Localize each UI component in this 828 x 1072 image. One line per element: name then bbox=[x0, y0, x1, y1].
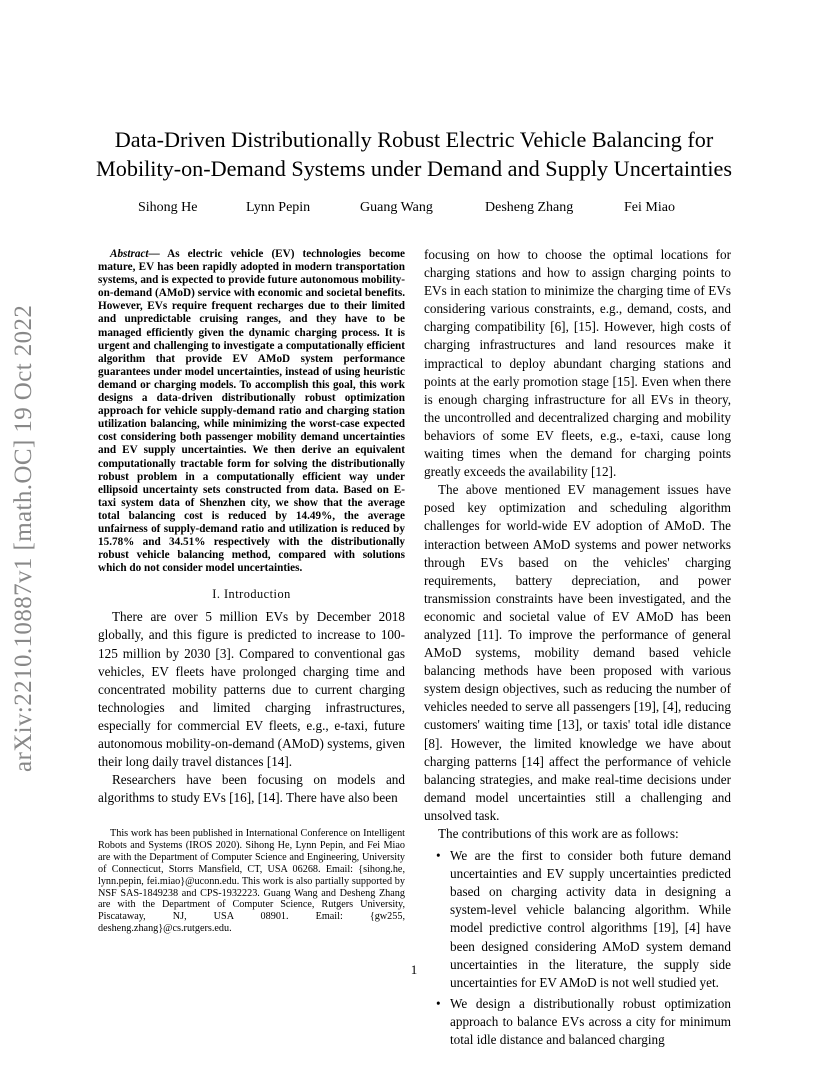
abstract bbox=[98, 248, 405, 575]
author-list bbox=[0, 200, 828, 220]
abstract-text: As electric vehicle (EV) technologies become mature, EV has been rapidly adopted in modern transportation systems, and is expected to provide future autonomous mobility-on-demand (AMoD) service with economic and societal benefits. However, EVs require frequent recharges due to their limited and unpredictable cruising ranges, and they have to be managed efficiently given the dynamic charging process. It is urgent and challenging to investigate a computationally efficient algorithm that provide EV AMoD system performance guarantees under model uncertainties, instead of using heuristic demand or charging models. To accomplish this goal, this work designs a data-driven distributionally robust optimization approach for vehicle supply-demand ratio and charging station utilization balancing, while minimizing the worst-case expected cost considering both passenger mobility demand uncertainties and EV supply uncertainties. We then derive an equivalent computationally tractable form for solving the distributionally robust problem in a computationally efficient way under ellipsoid uncertainty sets constructed from data. Based on E-taxi system data of Shenzhen city, we show that the average total balancing cost is reduced by 14.49%, the average unfairness of supply-demand ratio and utilization is reduced by 15.78% and 34.51% respectively with the distributionally robust vehicle balancing method, compared with solutions which do not consider model uncertainties. bbox=[98, 248, 405, 575]
list-item: • We are the first to consider both future demand uncertainties and EV supply uncertainties predicted based on charging activity data in designing a system-level vehicle balancing algorithm. While model predictive control algorithms [19], [4] have been designed considering AMoD system demand uncertainties in the literature, the supply side uncertainties for EV AMoD is not well studied yet. bbox=[450, 847, 731, 992]
arxiv-identifier: arXiv:2210.10887v1 [math.OC] 19 Oct 2022 bbox=[10, 304, 37, 772]
paragraph: The above mentioned EV management issues have posed key optimization and scheduling algorithm challenges for world-wide EV adoption of AMoD. The interaction between AMoD systems and power networks through EVs based on the vehicles' charging requirements, battery depreciation, and power transmission constraints have been investigated, and the economic and societal value of EV AMoD has been analyzed [11]. To improve the performance of general AMoD systems, mobility demand based vehicle balancing methods have been proposed with various system design objectives, such as reducing the number of vehicles needed to serve all passengers [19], [4], reducing customers' waiting time [13], or taxis' total idle distance [8]. However, the limited knowledge we have about charging patterns [14] affect the performance of vehicle balancing strategies, and make real-time decisions under demand model uncertainties still a challenging and unsolved task. bbox=[424, 482, 731, 823]
paper-title bbox=[60, 125, 768, 183]
contributions-list bbox=[424, 847, 731, 1049]
title-line-2: Mobility-on-Demand Systems under Demand and Supply Uncertainties bbox=[96, 156, 732, 181]
footnote bbox=[98, 828, 405, 935]
paragraph: Researchers have been focusing on models and algorithms to study EVs [16], [14]. There have also been bbox=[98, 772, 405, 806]
author-name: Fei Miao bbox=[624, 200, 675, 215]
abstract-dash: — bbox=[148, 248, 160, 260]
section-heading: I. Introduction bbox=[212, 587, 291, 602]
paragraph: focusing on how to choose the optimal locations for charging stations and how to assign charging points to EVs in each station to minimize the charging time of EVs considering various constraints, e.g., demand, costs, and charging compatibility [6], [15]. However, high costs of charging infrastructures and land resources make it impractical to deploy abundant charging stations and points at the early promotion stage [15]. Even when there is enough charging infrastructure for all EVs in theory, the uncontrolled and decentralized charging and mobility behaviors of some EV fleets, e.g., e-taxi, cause long waiting times when the demand for charging points greatly exceeds the availability [12]. bbox=[424, 247, 731, 480]
author-name: Sihong He bbox=[138, 200, 198, 215]
paragraph: There are over 5 million EVs by December 2018 globally, and this figure is predicted to increase to 100-125 million by 2030 [3]. Compared to conventional gas vehicles, EV fleets have prolonged charging time and concentrated mobility patterns due to current charging technologies and limited charging infrastructures, especially for commercial EV fleets, e.g., e-taxi, future autonomous mobility-on-demand (AMoD) systems, given their long daily travel distances [14]. bbox=[98, 609, 405, 770]
list-item: • We design a distributionally robust optimization approach to balance EVs across a city for minimum total idle distance and balanced charging bbox=[450, 995, 731, 1049]
title-line-1: Data-Driven Distributionally Robust Electric Vehicle Balancing for bbox=[114, 127, 714, 152]
footnote-text: This work has been published in International Conference on Intelligent Robots and Systems (IROS 2020). Sihong He, Lynn Pepin, and Fei Miao are with the Department of Computer Science and Engineering, University of Connecticut, Storrs Mansfield, CT, USA 06268. Email: {sihong.he, lynn.pepin, fei.miao}@uconn.edu. This work is also partially supported by NSF SAS-1849238 and CPS-1932223. Guang Wang and Desheng Zhang are with the Department of Computer Science, Rutgers University, Piscataway, NJ, USA 08901. Email: {gw255, desheng.zhang}@cs.rutgers.edu. bbox=[98, 828, 405, 935]
page-number: 1 bbox=[410, 962, 418, 977]
left-column bbox=[98, 248, 405, 807]
right-column bbox=[424, 246, 731, 1052]
author-name: Desheng Zhang bbox=[485, 200, 574, 215]
paragraph: The contributions of this work are as follows: bbox=[438, 826, 679, 841]
author-name: Guang Wang bbox=[360, 200, 433, 215]
author-name: Lynn Pepin bbox=[246, 200, 311, 215]
introduction-text bbox=[98, 608, 405, 807]
abstract-label: Abstract bbox=[110, 248, 149, 260]
